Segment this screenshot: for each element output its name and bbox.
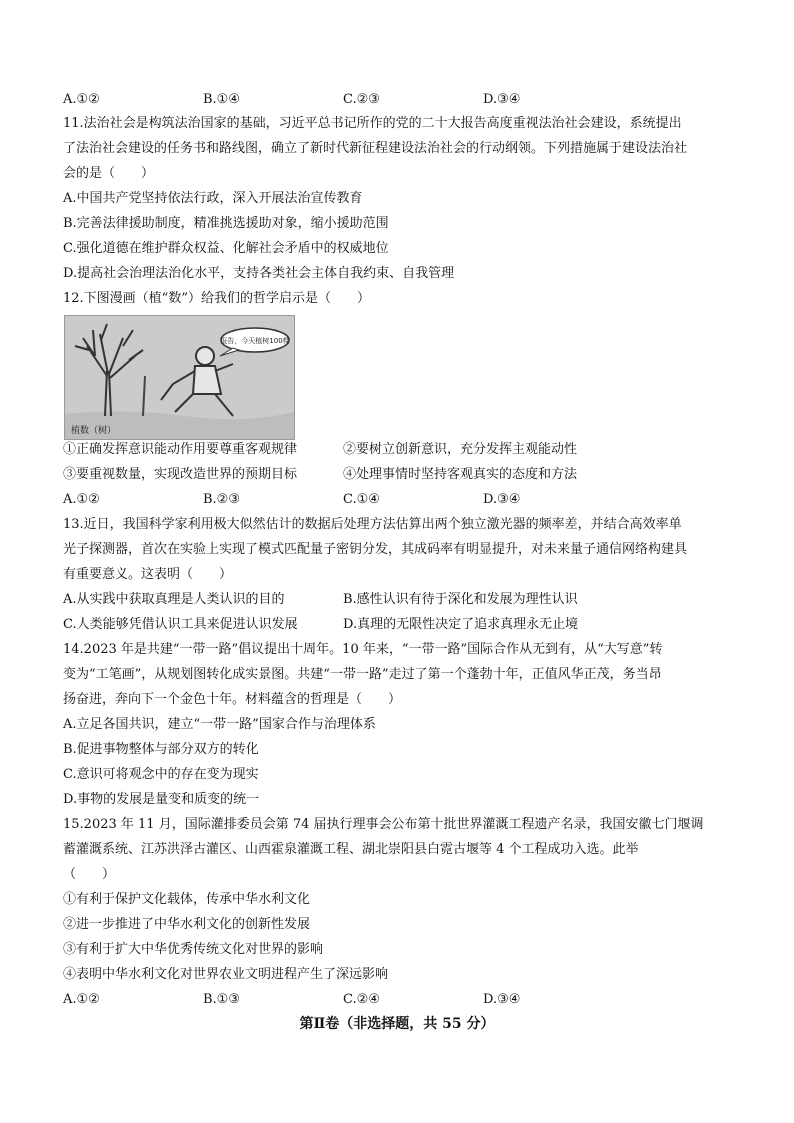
section-2-title: 第Ⅱ卷（非选择题，共 55 分） [299,1016,495,1032]
q14-stem-line-1: 14.2023 年是共建“一带一路”倡议提出十周年。10 年来，“一带一路”国际合作从无到有，从“大写意”转 [63,642,663,657]
q15-option-d: D.③④ [483,992,521,1007]
q10-option-c: C.②③ [343,92,380,107]
q13-option-d: D.真理的无限性决定了追求真理永无止境 [343,617,579,632]
q13-stem-line-1: 13.近日，我国科学家利用极大似然估计的数据后处理方法估算出两个独立激光器的频率差，并结合高效率单 [63,517,682,532]
q13-option-b: B.感性认识有待于深化和发展为理性认识 [343,592,578,607]
q14-stem-line-3: 扬奋进，奔向下一个金色十年。材料蕴含的哲理是（ ） [63,692,402,707]
q13-option-c: C.人类能够凭借认识工具来促进认识发展 [63,617,298,632]
q11-stem-line-1: 11.法治社会是构筑法治国家的基础，习近平总书记所作的党的二十大报告高度重视法治社会建设，系统提出 [63,116,682,131]
q15-stem-line-2: 蓄灌溉系统、江苏洪泽古灌区、山西霍泉灌溉工程、湖北崇阳县白霓古堰等 4 个工程成功入选。此举 [63,842,639,857]
cartoon-speech-text: 报告，今天植树100棵 [220,337,290,345]
q15-stem-line-1: 15.2023 年 11 月，国际灌排委员会第 74 届执行理事会公布第十批世界灌溉工程遗产名录，我国安徽七门堰调 [63,817,704,832]
q12-stem: 12.下图漫画（植“数”）给我们的哲学启示是（ ） [63,291,370,306]
q13-option-a: A.从实践中获取真理是人类认识的目的 [63,592,285,607]
q14-stem-line-2: 变为“工笔画”，从规划图转化成实景图。共建“一带一路”走过了第一个蓬勃十年，正值风华正茂，务当昂 [63,667,662,682]
q14-option-c: C.意识可将观念中的存在变为现实 [63,767,259,782]
cartoon-drawing [65,316,294,439]
q12-cartoon-image [64,315,295,440]
q10-option-b: B.①④ [203,92,240,107]
q15-stem-line-3: （ ） [63,867,116,882]
q10-option-a: A.①② [63,92,100,107]
q11-option-a: A.中国共产党坚持依法行政，深入开展法治宣传教育 [63,191,363,206]
q12-option-b: B.②③ [203,492,240,507]
q11-option-c: C.强化道德在维护群众权益、化解社会矛盾中的权威地位 [63,241,389,256]
q14-option-d: D.事物的发展是量变和质变的统一 [63,792,260,807]
q12-option-d: D.③④ [483,492,521,507]
q10-option-d: D.③④ [483,92,521,107]
q12-option-a: A.①② [63,492,100,507]
cartoon-caption: 植数（树） [71,426,117,436]
q14-option-b: B.促进事物整体与部分双方的转化 [63,742,259,757]
q11-option-d: D.提高社会治理法治化水平，支持各类社会主体自我约束、自我管理 [63,266,455,281]
q15-statement-1: ①有利于保护文化载体，传承中华水利文化 [63,892,311,907]
q15-statement-3: ③有利于扩大中华优秀传统文化对世界的影响 [63,942,324,957]
q15-statement-4: ④表明中华水利文化对世界农业文明进程产生了深远影响 [63,967,389,982]
q14-option-a: A.立足各国共识，建立“一带一路”国家合作与治理体系 [63,717,376,732]
q15-option-a: A.①② [63,992,100,1007]
q12-statement-4: ④处理事情时坚持客观真实的态度和方法 [343,467,578,482]
q11-stem-line-2: 了法治社会建设的任务书和路线图，确立了新时代新征程建设法治社会的行动纲领。下列措施属于建设法治社 [63,141,688,156]
q11-option-b: B.完善法律援助制度，精准挑选援助对象，缩小援助范围 [63,216,389,231]
q13-stem-line-3: 有重要意义。这表明（ ） [63,567,233,582]
q11-stem-line-3: 会的是（ ） [63,166,155,181]
q12-statement-2: ②要树立创新意识，充分发挥主观能动性 [343,442,578,457]
q12-statement-3: ③要重视数量，实现改造世界的预期目标 [63,467,298,482]
q12-statement-1: ①正确发挥意识能动作用要尊重客观规律 [63,442,298,457]
q15-statement-2: ②进一步推进了中华水利文化的创新性发展 [63,917,311,932]
q12-option-c: C.①④ [343,492,380,507]
q15-option-c: C.②④ [343,992,380,1007]
q15-option-b: B.①③ [203,992,240,1007]
q13-stem-line-2: 光子探测器，首次在实验上实现了模式匹配量子密钥分发，其成码率有明显提升，对未来量子通信网络构建具 [63,542,688,557]
